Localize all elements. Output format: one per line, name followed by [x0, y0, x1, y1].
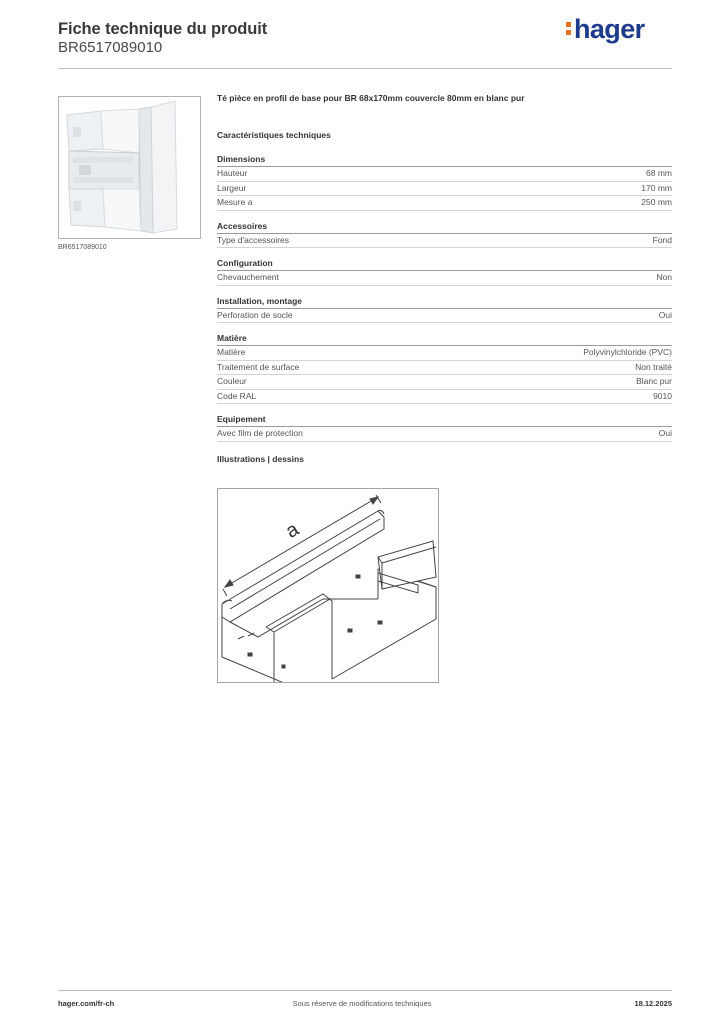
spec-value: Polyvinylchloride (PVC) — [583, 347, 672, 357]
section-title: Dimensions — [217, 153, 672, 167]
product-photo-icon — [59, 97, 201, 239]
hager-logo — [566, 14, 645, 45]
page-title: Fiche technique du produit — [58, 20, 268, 38]
spec-row — [217, 234, 672, 249]
product-image-caption: BR6517089010 — [58, 244, 107, 251]
spec-label: Perforation de socle — [217, 309, 293, 320]
spec-label: Code RAL — [217, 390, 257, 401]
spec-row — [217, 196, 672, 211]
section-dimensions — [217, 153, 672, 211]
spec-row — [217, 271, 672, 286]
spec-row — [217, 346, 672, 361]
logo-text: hager — [574, 14, 645, 44]
spec-label: Couleur — [217, 376, 247, 386]
spec-value: Non — [656, 272, 672, 282]
section-accessoires — [217, 220, 672, 249]
spec-label: Largeur — [217, 182, 247, 193]
tee-piece-drawing-icon — [218, 489, 439, 683]
spec-label: Hauteur — [217, 168, 248, 178]
tech-characteristics-title: Caractéristiques techniques — [217, 130, 331, 140]
spec-row — [217, 182, 672, 197]
footer-website-link[interactable]: hager.com/fr-ch — [58, 999, 115, 1008]
product-description: Té pièce en profil de base pour BR 68x170mm couvercle 80mm en blanc pur — [217, 93, 525, 103]
section-installation — [217, 295, 672, 324]
spec-row — [217, 427, 672, 442]
spec-value: Oui — [658, 309, 672, 320]
spec-row — [217, 167, 672, 182]
section-matiere — [217, 332, 672, 404]
spec-value: Fond — [652, 234, 672, 245]
spec-row — [217, 390, 672, 405]
spec-label: Mesure a — [217, 197, 253, 207]
spec-value: Oui — [658, 428, 672, 438]
section-title: Accessoires — [217, 220, 672, 234]
footer-date: 18.12.2025 — [634, 999, 672, 1008]
dimension-a-label: a — [282, 518, 303, 543]
specifications — [217, 92, 672, 464]
footer-notice: Sous réserve de modifications techniques — [292, 999, 432, 1008]
section-title: Equipement — [217, 413, 672, 427]
illustrations-title: Illustrations | dessins — [217, 453, 304, 464]
spec-value: Non traité — [635, 361, 672, 372]
spec-row — [217, 375, 672, 390]
section-title: Configuration — [217, 257, 672, 271]
section-equipement — [217, 413, 672, 442]
spec-label: Type d'accessoires — [217, 234, 290, 245]
section-configuration — [217, 257, 672, 286]
product-reference: BR6517089010 — [58, 39, 163, 56]
spec-value: 170 mm — [641, 182, 672, 193]
footer-divider — [58, 990, 672, 991]
spec-row — [217, 309, 672, 324]
technical-drawing — [217, 488, 439, 683]
spec-label: Chevauchement — [217, 272, 279, 282]
spec-row — [217, 361, 672, 376]
product-image — [58, 96, 201, 239]
spec-value: 68 mm — [646, 168, 672, 178]
section-title: Installation, montage — [217, 295, 672, 309]
section-title: Matière — [217, 332, 672, 346]
spec-value: 250 mm — [641, 197, 672, 207]
spec-value: 9010 — [653, 390, 672, 401]
spec-value: Blanc pur — [636, 376, 672, 386]
spec-label: Traitement de surface — [217, 361, 300, 372]
spec-label: Matière — [217, 347, 246, 357]
header-divider — [58, 68, 672, 69]
spec-label: Avec film de protection — [217, 428, 303, 438]
logo-colon-icon — [566, 21, 573, 37]
